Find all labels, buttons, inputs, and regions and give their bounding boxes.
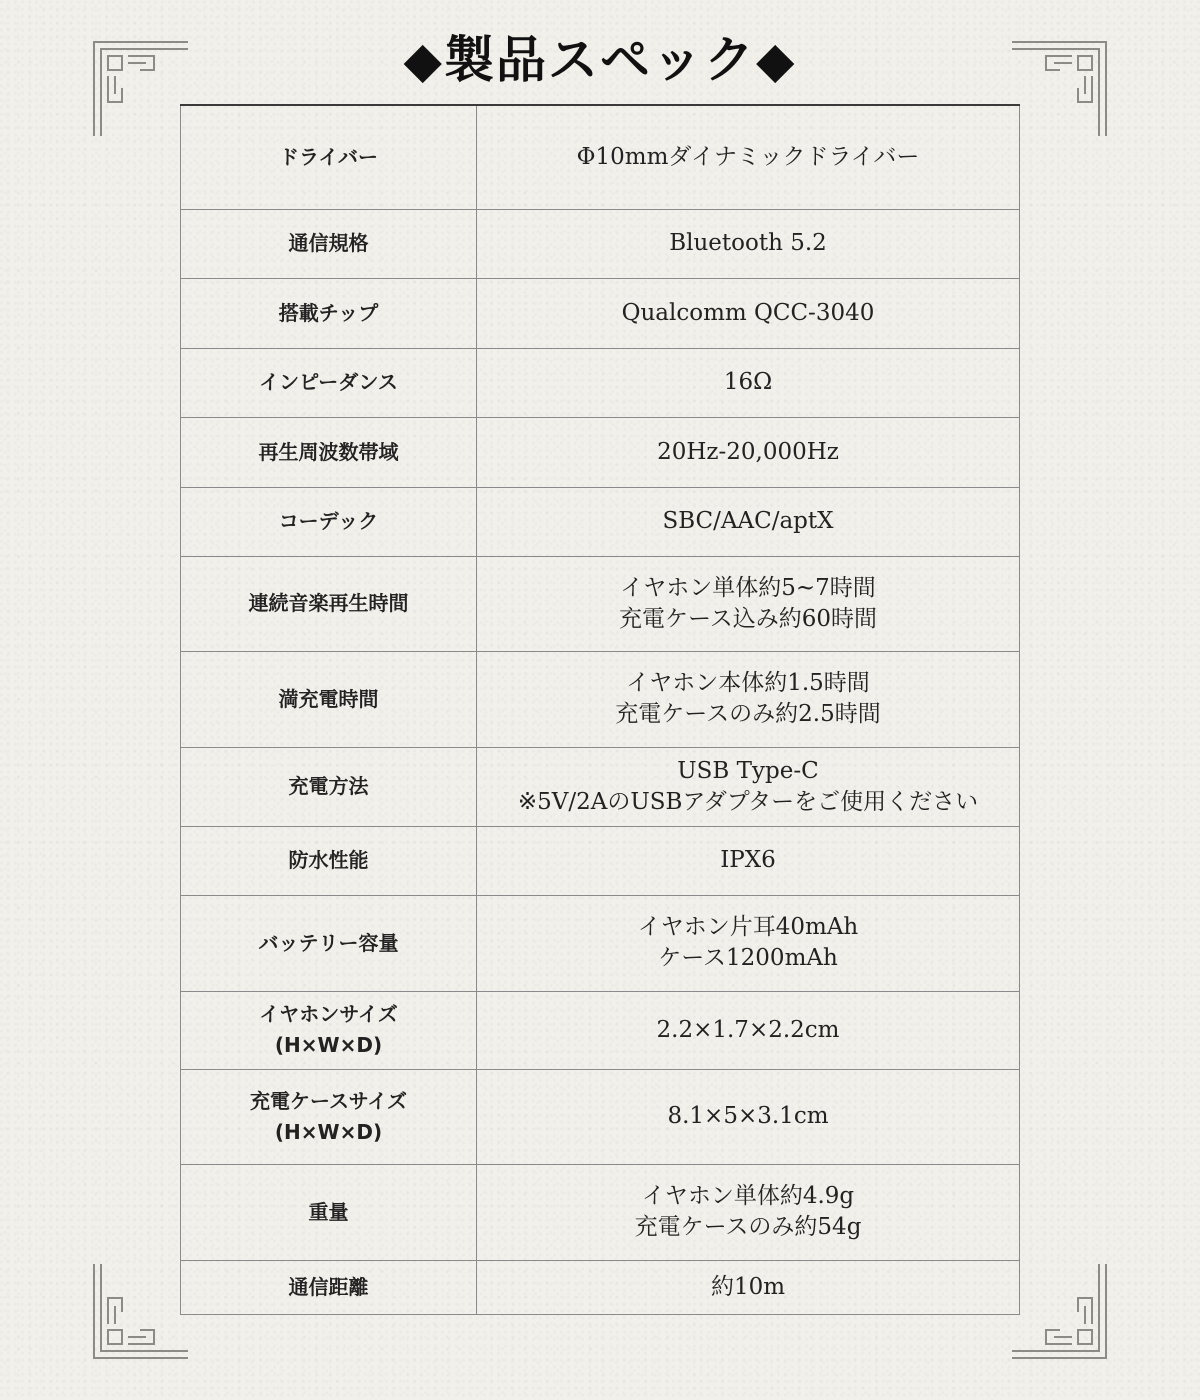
spec-label-line: 満充電時間 — [278, 686, 379, 711]
spec-row-earphone-size — [181, 991, 1020, 1069]
spec-value-line: Bluetooth 5.2 — [669, 230, 827, 256]
spec-value-line: 約10m — [710, 1273, 786, 1300]
spec-value-line: USB Type-C — [677, 757, 819, 784]
spec-table — [180, 104, 1020, 1315]
spec-value-line: イヤホン単体約5~7時間 — [620, 574, 876, 601]
spec-row-chip — [181, 278, 1020, 348]
spec-row-bluetooth — [181, 209, 1020, 278]
corner-ornament-top-left — [92, 40, 188, 136]
spec-label-line: インピーダンス — [259, 370, 398, 394]
spec-row-playback-time — [181, 556, 1020, 651]
spec-value-line: ※5V/2AのUSBアダプターをご使用ください — [517, 788, 979, 815]
spec-row-frequency — [181, 417, 1020, 487]
spec-value-line: IPX6 — [720, 847, 776, 873]
spec-label-line: 充電方法 — [288, 774, 369, 798]
spec-value — [477, 105, 1020, 209]
spec-label — [181, 895, 477, 991]
spec-value-line: イヤホン単体約4.9g — [641, 1183, 855, 1209]
spec-label-line: イヤホンサイズ — [259, 1002, 398, 1026]
corner-ornament-bottom-left — [92, 1264, 188, 1360]
spec-label-line: バッテリー容量 — [258, 930, 399, 955]
spec-row-waterproof — [181, 826, 1020, 895]
spec-row-impedance — [181, 348, 1020, 417]
corner-ornament-bottom-right — [1012, 1264, 1108, 1360]
spec-label — [181, 417, 477, 487]
spec-row-codec — [181, 487, 1020, 556]
spec-value — [477, 348, 1020, 417]
spec-value-line: イヤホン本体約1.5時間 — [626, 670, 870, 696]
spec-label-line: 再生周波数帯域 — [258, 439, 399, 464]
spec-label-line: 通信規格 — [288, 231, 369, 255]
spec-label-line: (H×W×D) — [274, 1033, 383, 1057]
spec-label — [181, 747, 477, 826]
spec-label-line: コーデック — [278, 509, 379, 533]
spec-label — [181, 651, 477, 747]
spec-value-line: イヤホン片耳40mAh — [637, 914, 859, 940]
spec-value-line: 20Hz-20,000Hz — [657, 438, 839, 465]
spec-value — [477, 991, 1020, 1069]
spec-label — [181, 826, 477, 895]
spec-label — [181, 278, 477, 348]
spec-row-charge-method — [181, 747, 1020, 826]
spec-value — [477, 209, 1020, 278]
spec-value-line: 2.2×1.7×2.2cm — [656, 1016, 840, 1043]
spec-row-battery — [181, 895, 1020, 991]
spec-label — [181, 991, 477, 1069]
spec-value-line: 8.1×5×3.1cm — [667, 1103, 829, 1129]
spec-value-line: Qualcomm QCC-3040 — [621, 299, 875, 326]
spec-value — [477, 895, 1020, 991]
spec-label-line: 通信距離 — [288, 1274, 369, 1299]
spec-value-line: 充電ケース込み約60時間 — [618, 605, 878, 632]
spec-label — [181, 1260, 477, 1314]
spec-label-line: 搭載チップ — [278, 300, 379, 325]
spec-label-line: 充電ケースサイズ — [250, 1088, 407, 1113]
spec-value-line: 充電ケースのみ約54g — [634, 1214, 862, 1240]
spec-value — [477, 556, 1020, 651]
spec-value-line: SBC/AAC/aptX — [662, 508, 834, 534]
spec-row-weight — [181, 1164, 1020, 1260]
spec-label — [181, 209, 477, 278]
page-title: ◆製品スペック◆ — [403, 31, 797, 89]
spec-label-line: 連続音楽再生時間 — [248, 591, 409, 615]
spec-label-line: 重量 — [308, 1199, 349, 1224]
spec-value — [477, 826, 1020, 895]
spec-value — [477, 1069, 1020, 1164]
spec-row-charge-time — [181, 651, 1020, 747]
spec-label — [181, 1164, 477, 1260]
spec-value — [477, 1164, 1020, 1260]
spec-label — [181, 1069, 477, 1164]
spec-value — [477, 487, 1020, 556]
spec-value-line: 充電ケースのみ約2.5時間 — [615, 701, 881, 727]
spec-label-line: ドライバー — [279, 144, 378, 169]
spec-row-range — [181, 1260, 1020, 1314]
spec-value — [477, 747, 1020, 826]
spec-label — [181, 556, 477, 651]
spec-label — [181, 348, 477, 417]
spec-value — [477, 1260, 1020, 1314]
spec-row-case-size — [181, 1069, 1020, 1164]
spec-value-line: Φ10mmダイナミックドライバー — [576, 143, 920, 170]
spec-label-line: (H×W×D) — [274, 1119, 383, 1144]
spec-value — [477, 417, 1020, 487]
spec-label — [181, 487, 477, 556]
spec-label-line: 防水性能 — [288, 848, 369, 872]
spec-label — [181, 105, 477, 209]
corner-ornament-top-right — [1012, 40, 1108, 136]
spec-value — [477, 278, 1020, 348]
spec-value-line: ケース1200mAh — [658, 945, 838, 971]
spec-value — [477, 651, 1020, 747]
spec-row-driver — [181, 105, 1020, 209]
spec-value-line: 16Ω — [723, 369, 773, 395]
